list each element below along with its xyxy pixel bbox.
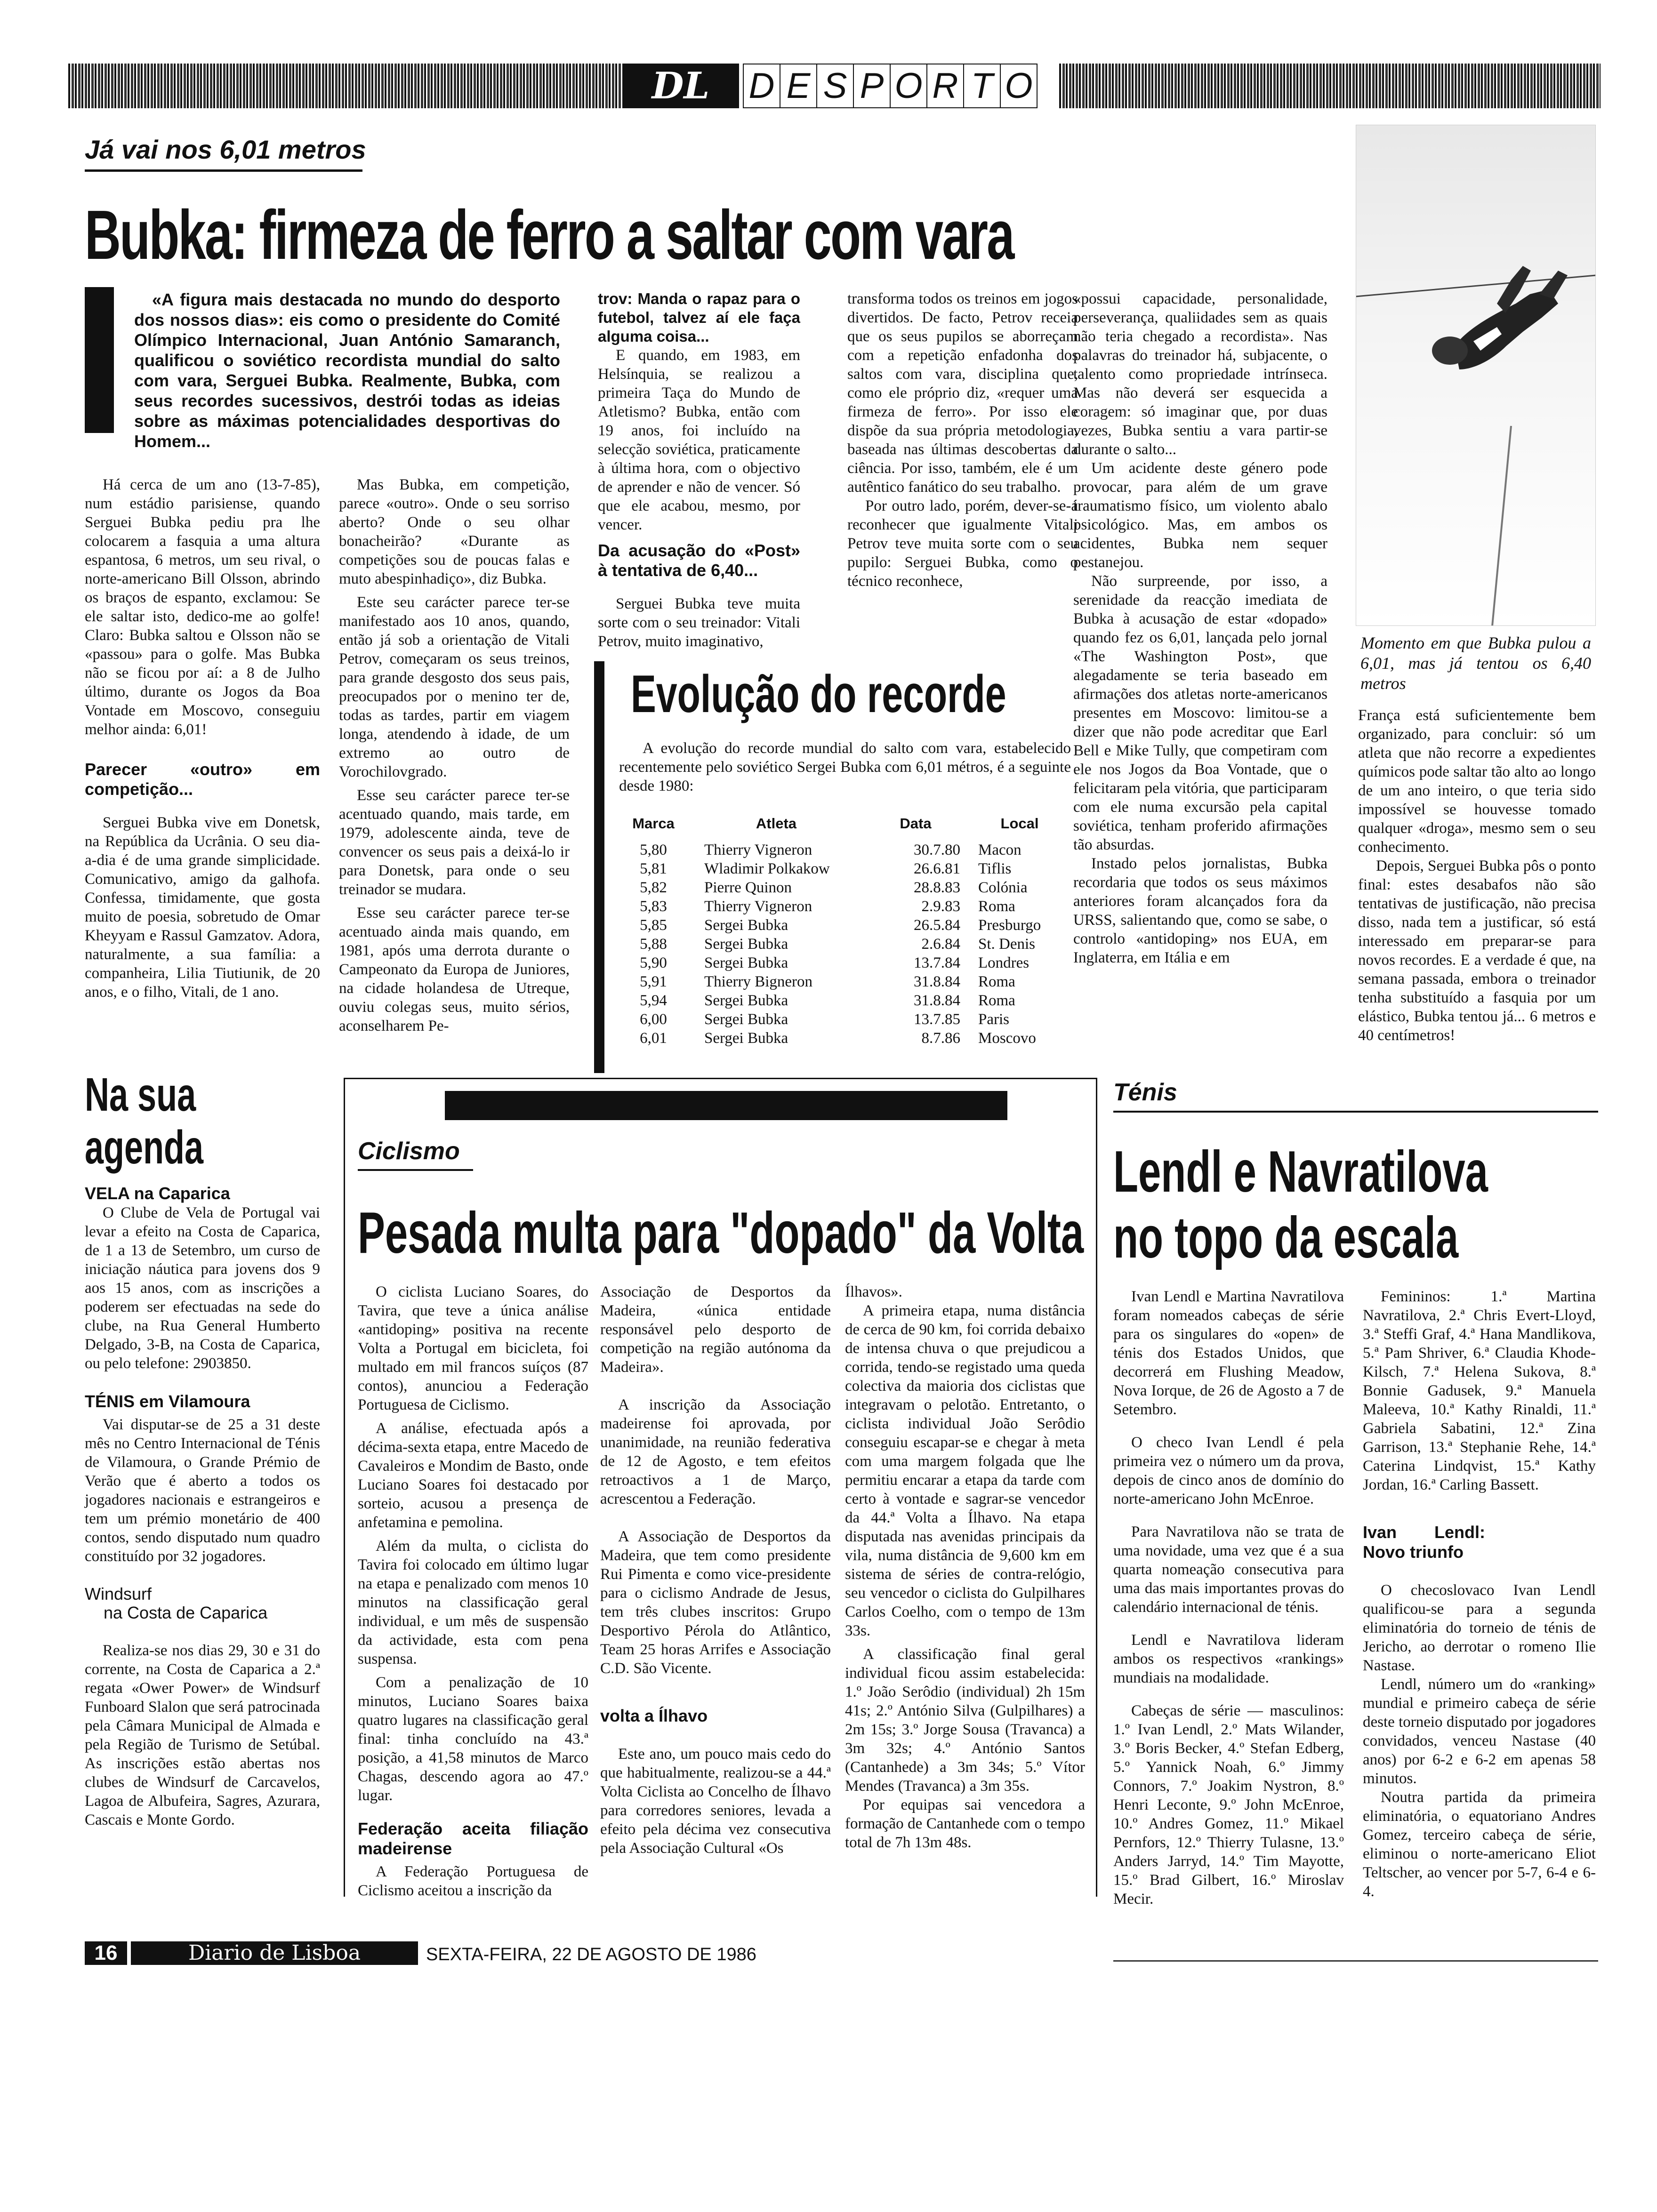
kicker-underline (85, 169, 362, 172)
paragraph: Ílhavos». (845, 1283, 902, 1300)
cell: Thierry Vigneron (704, 842, 812, 858)
paragraph: A primeira etapa, numa distância de cerca de 90 km, foi corrida debaixo de intensa chuva o que prejudicou a corrida, tendo-se registado uma queda colectiva da maioria dos ciclistas que integravam o pelotão. Entretanto, o ciclista individual João Serôdio conseguiu escapar-se e chegar à meta com uma margem folgada que lhe permitiu encarar a etapa da tarde com certo à vontade e sagrar-se vencedor da 44.ª Volta a Ílhavo. Na etapa disputada nas avenidas principais da vila, numa distância de 9,600 km em sistema de séries de contra-relógio, seu vencedor o ciclista do Gulpilhares Carlos Coelho, com o tempo de 13m 33s. (845, 1302, 1085, 1639)
table-row (621, 916, 1075, 935)
cell: Sergei Bubka (704, 954, 788, 971)
paragraph: O checoslovaco Ivan Lendl qualificou-se para a segunda eliminatória do torneio de ténis de Jericho, ao derrotar o romeno Ilie Nastase. (1363, 1582, 1596, 1674)
paragraph: Cabeças de série — masculinos: 1.º Ivan Lendl, 2.º Mats Wilander, 3.º Boris Becker, 4.º Stefan Edberg, 5.º Yannick Noah, 6.º Jimmy Connors, 7.º Joakim Nystron, 8.º Henri Leconte, 9.º John McEnroe, 10.º Andres Gomez, 11.º Mikael Pernfors, 12.º Thierry Tulasne, 13.º Anders Jarryd, 14.º Tim Mayotte, 15.º Brad Gilbert, 16.º Miroslav Mecir. (1113, 1702, 1344, 1907)
cell: 5,80 (640, 842, 667, 858)
paragraph: Serguei Bubka teve muita sorte com o seu treinador: Vitali Petrov, muito imaginativo, (598, 595, 800, 650)
cell: Macon (978, 842, 1022, 858)
section-letter: O (891, 64, 927, 108)
tenis-headline-line: Lendl e Navratilova (1113, 1139, 1488, 1204)
paragraph: Realiza-se nos dias 29, 30 e 31 do corrente, na Costa de Caparica a 2.ª regata «Ower Power» de Windsurf Funboard Slalon que será patrocinada pela Câmara Municipal de Almada e pela Região de Turismo de Setúbal. As inscrições estão abertas nos clubes de Windsurf de Carcavelos, Lagoa de Albufeira, Sagres, Azurara, Cascais e Monte Gordo. (85, 1642, 320, 1828)
cell: 8.7.86 (921, 1030, 960, 1047)
table-row (621, 1010, 1075, 1029)
subheading: VELA na Caparica (85, 1184, 230, 1203)
cell: 26.5.84 (914, 917, 960, 934)
issue-date: SEXTA-FEIRA, 22 DE AGOSTO DE 1986 (426, 1945, 756, 1964)
bubka-col3 (598, 289, 800, 651)
ciclismo-kicker-underline (358, 1169, 473, 1171)
paragraph: A Federação Portuguesa de Ciclismo aceitou a inscrição da (358, 1863, 588, 1899)
table-row (621, 897, 1075, 916)
paragraph: «possui capacidade, personalidade, perseverança, qualiidades sem as quais não teria chegado a recordista». Nas palavras do treinador há, subjacente, o talento como propriedade intrínseca. Mas não deverá ser esquecida a coragem: só imaginar que, por duas vezes, Bubka sentiu a vara partir-se durante o salto... (1073, 290, 1327, 458)
cell: 31.8.84 (914, 992, 960, 1009)
cell: Sergei Bubka (704, 1030, 788, 1047)
paragraph: Associação de Desportos da Madeira, «única entidade responsável pelo desporto de competição na região autónoma da Madeira». (600, 1283, 831, 1376)
cell: 5,82 (640, 879, 667, 896)
paragraph: A Associação de Desportos da Madeira, que tem como presidente Rui Pimenta e como vice-presidente para o ciclismo Andrade de Jesus, tem três clubes inscritos: Grupo Desportivo Pérola do Atlântico, Team 25 horas Arrifes e Associação C.D. São Vicente. (600, 1528, 831, 1677)
cell: Roma (978, 973, 1015, 990)
tenis-kicker: Ténis (1113, 1079, 1177, 1106)
paragraph: Mas Bubka, em competição, parece «outro». Onde o seu sorriso aberto? Onde o seu olhar bonacheirão? «Durante as competições sou de poucas falas e muto abespinhadiço», diz Bubka. (339, 476, 570, 587)
record-table (621, 814, 1075, 1048)
paragraph: Um acidente deste género pode provocar, para além de um grave traumatismo físico, um violento abalo psicológico. Mas, em ambos os acidentes, Bubka nem sequer pestanejou. (1073, 460, 1327, 571)
cell: 31.8.84 (914, 973, 960, 990)
table-row (621, 1029, 1075, 1048)
article-kicker: Já vai nos 6,01 metros (85, 135, 366, 164)
paragraph: Não surpreende, por isso, a serenidade da reacção imediata de Bubka à acusação de estar «dopado» quando fez os 6,01, lançada pelo jornal «The Washington Post», que alegadamente se teria baseado em afirmações dos atletas norte-americanos presentes em Moscovo: limitou-se a dizer que não pode acreditar que Earl Bell e Mike Tully, que competiram com ele nos Jogos da Boa Vontade, que o felicitaram pela vitória, que participaram com ele numa excursão pela capital soviética, tenham proferido afirmações tão absurdas. (1073, 573, 1327, 853)
subheading: Da acusação do «Post» à tentativa de 6,40... (598, 541, 800, 580)
agenda-title-line: Na sua (85, 1068, 196, 1121)
col-header: Atleta (756, 815, 797, 832)
paragraph: Ivan Lendl e Martina Navratilova foram nomeados cabeças de série para os singulares do «open» de ténis dos Estados Unidos, que decorrerá em Flushing Meadow, Nova Iorque, de 26 de Agosto a 7 de Setembro. (1113, 1288, 1344, 1418)
agenda-column (85, 1184, 320, 1829)
paragraph: França está suficientemente bem organizado, para concluir: só um atleta que não recorre a expedientes químicos pode saltar tão alto ao longo de um ano inteiro, o que teria sido impossível se houvesse tomado qualquer «droga», mesmo sem o seu conhecimento. (1358, 707, 1596, 856)
cell: Sergei Bubka (704, 936, 788, 953)
cell: Pierre Quinon (704, 879, 792, 896)
masthead-pattern-right (1059, 64, 1601, 108)
subheading: Ivan Lendl: Novo triunfo (1363, 1523, 1485, 1562)
cell: 5,81 (640, 860, 667, 877)
subheading: Federação aceita filiação madeirense (358, 1819, 588, 1858)
cell: 13.7.84 (914, 954, 960, 971)
paragraph: Este ano, um pouco mais cedo do que habitualmente, realizou-se a 44.ª Volta Ciclista ao Concelho de Ílhavo para corredores seniores, levada a efeito pela décima vez consecutiva pela Associação Cultural «Os (600, 1746, 831, 1857)
cell: 30.7.80 (914, 842, 960, 858)
masthead-logo: DL (622, 64, 739, 108)
table-row (621, 991, 1075, 1010)
paragraph: transforma todos os treinos em jogos divertidos. De facto, Petrov receia que os seus pupilos se aborreçam com a repetição enfadonha dos saltos com vara, disciplina que, como ele próprio diz, «requer uma firmeza de ferro». Por isso ele dispõe da sua própria metodologia, baseada nas últimas descobertas da ciência. Por isso, também, ele é um autêntico fanático do seu trabalho. (847, 290, 1078, 496)
cell: Sergei Bubka (704, 992, 788, 1009)
cell: Sergei Bubka (704, 1011, 788, 1028)
paragraph: A análise, efectuada após a décima-sexta etapa, entre Macedo de Cavaleiros e Mondim de Basto, onde Luciano Soares foi destacado por sorteio, acusou a presença de anfetamina e pemolina. (358, 1420, 588, 1531)
table-row (621, 878, 1075, 897)
record-left-bar (594, 661, 604, 1073)
paragraph: A inscrição da Associação madeirense foi aprovada, por unanimidade, na reunião federativa de 12 de Agosto, e tem efeitos retroactivos a 1 de Março, acrescentou a Federação. (600, 1396, 831, 1507)
pole (1492, 426, 1511, 626)
agenda-title (85, 1068, 203, 1174)
paragraph: Depois, Serguei Bubka pôs o ponto final: estes desabafos não são tentativas de justificação, não precisa disso, nada tem a justificar, só está interessado em preparar-se para novos recordes. E a verdade é que, na semana passada, embora o treinador tenha substituído a fasquia por um elástico, Bubka tentou já... 6 metros e 40 centímetros! (1358, 858, 1596, 1044)
paragraph: Noutra partida da primeira eliminatória, o equatoriano Andres Gomez, terceiro cabeça de série, eliminou o norte-americano Eliot Teltscher, ao vencer por 5-7, 6-4 e 6-4. (1363, 1789, 1596, 1900)
ciclismo-top-bar (445, 1091, 1007, 1120)
table-row (621, 972, 1075, 991)
section-letter: S (817, 64, 854, 108)
cell: Londres (978, 954, 1030, 971)
paragraph: Lendl, número um do «ranking» mundial e primeiro cabeça de série deste torneio disputado por jogadores convidados, venceu Nastase (40 anos) por 6-2 e 6-2 em apenas 58 minutos. (1363, 1676, 1596, 1787)
col-header: Local (1000, 815, 1039, 832)
agenda-title-line: agenda (85, 1121, 204, 1174)
paragraph: Instado pelos jornalistas, Bubka recordaria que todos os seus máximos anteriores foram alcançados fora da URSS, salientando que, como se sabe, o controlo «antidoping» nos EUA, em Inglaterra, em Itália e em (1073, 855, 1327, 966)
cell: 6,00 (640, 1011, 667, 1028)
cell: Roma (978, 992, 1015, 1009)
paragraph: Com a penalização de 10 minutos, Luciano Soares baixa quatro lugares na classificação geral final: tinha concluído na 43.ª posição, a 41,58 minutos de Marco Chagas, descendo agora ao 47.º lugar. (358, 1674, 588, 1804)
paragraph: Além da multa, o ciclista do Tavira foi colocado em último lugar na etapa e penalizado com menos 10 minutos na classificação geral individual, e um mês de suspensão da actividade, esta com pena suspensa. (358, 1538, 588, 1667)
masthead-pattern-left (68, 64, 621, 108)
paragraph: E quando, em 1983, em Helsínquia, se realizou a primeira Taça do Mundo de Atletismo? Bubka, então com 19 anos, foi incluído na selecção soviética, praticamente à última hora, com o objectivo de aprender e não de vencer. Só que ele acabou, mesmo, por vencer. (598, 347, 800, 533)
photo-caption: Momento em que Bubka pulou a 6,01, mas já tentou os 6,40 metros (1360, 633, 1591, 693)
paragraph: Por equipas sai vencedora a formação de Cantanhede com o tempo total de 7h 13m 48s. (845, 1796, 1085, 1851)
paragraph: trov: Manda o rapaz para o futebol, talvez aí ele faça alguma coisa... (598, 290, 800, 345)
cell: Wladimir Polkakow (704, 860, 830, 877)
paragraph: Por outro lado, porém, dever-se-á reconhecer que igualmente Vitali Petrov teve muita sorte com o seu pupilo: Serguei Bubka, como o técnico reconhece, (847, 497, 1078, 590)
paragraph: Esse seu carácter parece ter-se acentuado ainda mais quando, em 1981, após uma derrota durante o Campeonato da Europa de Juniores, na cidade holandesa de Utreque, ouviu colegas seus, muito sérios, aconselharem Pe- (339, 905, 570, 1034)
subheading: na Costa de Caparica (104, 1603, 268, 1622)
cell: 2.6.84 (921, 936, 960, 953)
cell: 5,90 (640, 954, 667, 971)
table-row (621, 859, 1075, 878)
ciclismo-box-top (344, 1078, 1097, 1079)
pole-vault-photo-drawing (1356, 125, 1596, 626)
tenis-col2 (1363, 1287, 1596, 1901)
subheading: volta a Ílhavo (600, 1706, 708, 1725)
cell: Presburgo (978, 917, 1041, 934)
paragraph: A classificação final geral individual ficou assim estabelecida: 1.º João Serôdio (individual) 2h 15m 41s; 2.º António Silva (Gulpilhares) a 2m 15s; 3.º Jorge Sousa (Travanca) a 3m 32s; 4.º António Santos (Cantanhede) a 3m 34s; 5.º Vítor Mendes (Travanca) a 3m 35s. (845, 1646, 1085, 1795)
record-intro: A evolução do recorde mundial do salto com vara, estabelecido recentemente pelo soviético Sergei Bubka com 6,01 métros, é a seguinte desde 1980: (619, 740, 1071, 794)
section-letter: D (743, 64, 780, 108)
table-row (621, 935, 1075, 954)
ciclismo-col1 (358, 1282, 588, 1900)
cell: St. Denis (978, 936, 1036, 953)
cell: Tiflis (978, 860, 1012, 877)
bubka-col1 (85, 475, 320, 1002)
paragraph: O Clube de Vela de Portugal vai levar a efeito na Costa de Caparica, de 1 a 13 de Setembro, um curso de iniciação náutica para jovens dos 9 aos 15 anos, com as inscrições a poderem ser efectuadas na sede do clube, na Rua General Humberto Delgado, 3-B, na Costa de Caparica, ou pelo telefone: 2903850. (85, 1204, 320, 1372)
paragraph: Serguei Bubka vive em Donetsk, na República da Ucrânia. O seu dia-a-dia é de uma grande simplicidade. Comunicativo, amigo da galhofa. Confessa, timidamente, que gosta muito de poesia, sobretudo de Omar Kheyyam e Rassul Gamzatov. Adora, naturalmente, a sua família: a companheira, Lilia Tiutiunik, de 20 anos, e o filho, Vitali, de 1 ano. (85, 814, 320, 1001)
section-letter: O (1001, 64, 1038, 108)
cell: 5,83 (640, 898, 667, 915)
cell: Colónia (978, 879, 1028, 896)
section-title (743, 64, 1038, 108)
article-lead: «A figura mais destacada no mundo do desporto dos nossos dias»: eis como o presidente do Comité Olímpico Internacional, Juan António Samaranch, qualificou o soviético recordista mundial do salto com vara, Serguei Bubka. Realmente, Bubka, com seus recordes sucessivos, destrói todas as ideias sobre as máximas potencialidades desportivas do Homem... (134, 290, 560, 451)
bubka-col2 (339, 475, 570, 1035)
bubka-col4 (847, 289, 1078, 591)
drop-cap: I (85, 287, 114, 433)
tenis-headline (1113, 1139, 1488, 1271)
cell: 5,85 (640, 917, 667, 934)
col-header: Data (900, 815, 932, 832)
section-letter: R (927, 64, 964, 108)
paragraph: O checo Ivan Lendl é pela primeira vez o número um da prova, depois de cinco anos de domínio do norte-americano John McEnroe. (1113, 1434, 1344, 1507)
cell: 5,91 (640, 973, 667, 990)
table-row (621, 954, 1075, 972)
bottom-rule (1113, 1960, 1598, 1962)
bubka-col6 (1358, 706, 1596, 1045)
subheading: Parecer «outro» em competição... (85, 760, 320, 799)
ciclismo-col2 (600, 1282, 831, 1858)
cell: 26.6.81 (914, 860, 960, 877)
cell: 6,01 (640, 1030, 667, 1047)
paragraph: Para Navratilova não se trata de uma novidade, uma vez que é a sua quarta nomeação consecutiva para uma das mais importantes provas do calendário internacional de ténis. (1113, 1523, 1344, 1616)
section-letter: T (964, 64, 1001, 108)
pole-vault-photo (1356, 125, 1596, 626)
paragraph: Este seu carácter parece ter-se manifestado aos 10 anos, quando, então já sob a orientação de Vitali Petrov, começaram os seus treinos, para grande desgosto dos seus pais, preocupados por o menino ter de, todas as tardes, partir em viagem longa, atendendo à idade, de um extremo ao outro de Vorochilovgrado. (339, 594, 570, 780)
ciclismo-box-left (344, 1078, 345, 1897)
paragraph: O ciclista Luciano Soares, do Tavira, que teve a única análise «antidoping» positiva na recente Volta a Portugal em bicicleta, foi multado em mil francos suíços (87 contos), anunciou a Federação Portuguesa de Ciclismo. (358, 1283, 588, 1413)
newspaper-name: Diario de Lisboa (131, 1941, 418, 1965)
table-row (621, 841, 1075, 859)
tenis-headline-line: no topo da escala (1113, 1205, 1459, 1270)
cell: Moscovo (978, 1030, 1036, 1047)
paragraph: Lendl e Navratilova lideram ambos os respectivos «rankings» mundiais na modalidade. (1113, 1632, 1344, 1686)
cell: Roma (978, 898, 1015, 915)
section-letter: P (854, 64, 891, 108)
paragraph: Esse seu carácter parece ter-se acentuado quando, mais tarde, em 1979, adolescente ainda, teve de convencer os seus pais a deixá-lo ir para Donetsk, para onde o seu treinador se mudara. (339, 787, 570, 898)
article-headline: Bubka: firmeza de ferro a saltar com vara (85, 196, 1014, 274)
ciclismo-box-right (1096, 1078, 1097, 1897)
tenis-kicker-underline (1113, 1111, 1598, 1113)
subheading: TÉNIS em Vilamoura (85, 1392, 250, 1411)
cell: 2.9.83 (921, 898, 960, 915)
subheading: Windsurf (85, 1584, 152, 1603)
tenis-col1 (1113, 1287, 1344, 1908)
cell: 5,94 (640, 992, 667, 1009)
record-title: Evolução do recorde (631, 665, 1006, 723)
ciclismo-col3 (845, 1282, 1085, 1852)
paragraph: Femininos: 1.ª Martina Navratilova, 2.ª Chris Evert-Lloyd, 3.ª Steffi Graf, 4.ª Hana Mandlikova, 5.ª Pam Shriver, 6.ª Claudia Khode-Kilsch, 7.ª Helena Sukova, 8.ª Bonnie Gadusek, 9.ª Manuela Maleeva, 10.ª Kathy Rinaldi, 11.ª Gabriela Sabatini, 12.ª Zina Garrison, 13.ª Stephanie Rehe, 14.ª Caterina Lindqvist, 15.ª Kathy Jordan, 16.ª Carling Bassett. (1363, 1288, 1596, 1493)
athlete-figure (1432, 266, 1568, 369)
table-header-row (621, 814, 1075, 841)
ciclismo-kicker: Ciclismo (358, 1138, 460, 1165)
cell: 28.8.83 (914, 879, 960, 896)
page-number: 16 (85, 1941, 127, 1965)
section-letter: E (780, 64, 817, 108)
cell: 5,88 (640, 936, 667, 953)
cell: Sergei Bubka (704, 917, 788, 934)
cell: 13.7.85 (914, 1011, 960, 1028)
cell: Thierry Bigneron (704, 973, 813, 990)
cell: Paris (978, 1011, 1009, 1028)
paragraph: Há cerca de um ano (13-7-85), num estádio parisiense, quando Serguei Bubka pediu pra lhe colocarem a fasquia a uma altura espantosa, 6 metros, um seu rival, o norte-americano Bill Olsson, abrindo os braços de espanto, exclamou: Se ele saltar isto, dedico-me ao golfe! Claro: Bubka saltou e Olsson não se «passou» para o golfe. Mas Bubka não se ficou por aí: a 8 de Julho último, durante os Jogos da Boa Vontade em Moscovo, conseguiu melhor ainda: 6,01! (85, 476, 320, 738)
ciclismo-headline: Pesada multa para "dopado" da Volta (358, 1201, 1084, 1266)
cell: Thierry Vigneron (704, 898, 812, 915)
bubka-col5 (1073, 289, 1327, 967)
paragraph: Vai disputar-se de 25 a 31 deste mês no Centro Internacional de Ténis de Vilamoura, o Grande Prémio de Verão que é aberto a todos os jogadores nacionais e estrangeiros e tem um prémio monetário de 400 contos, sendo disputado num quadro constituído por 32 jogadores. (85, 1416, 320, 1565)
col-header: Marca (632, 815, 675, 832)
